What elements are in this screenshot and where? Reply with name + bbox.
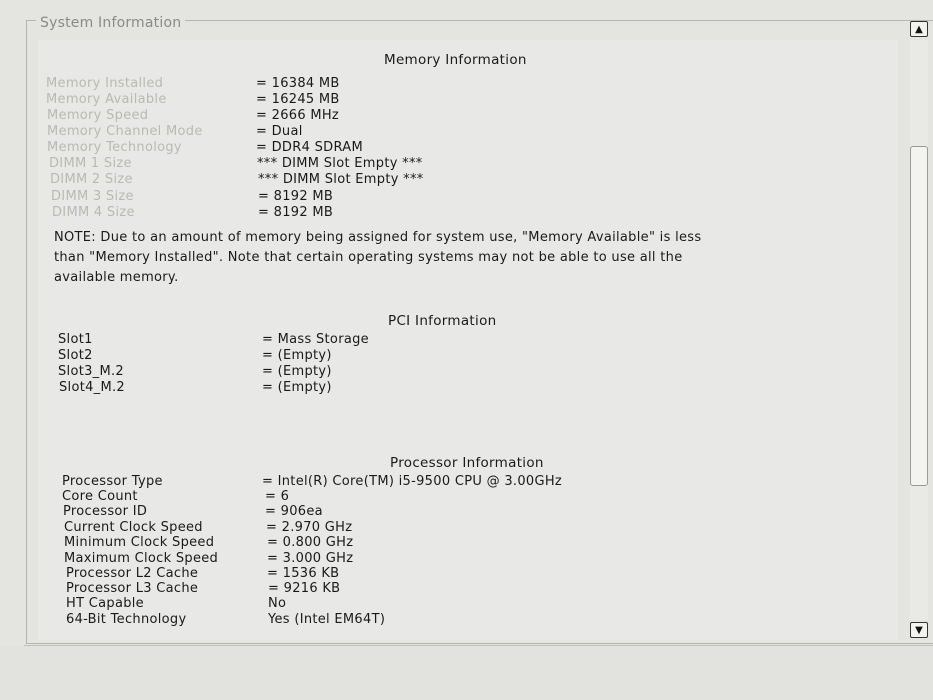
pci-row bbox=[58, 332, 658, 348]
memory-row bbox=[47, 140, 647, 156]
row-value: = 6 bbox=[265, 489, 290, 504]
memory-row bbox=[46, 92, 646, 108]
memory-row bbox=[50, 172, 650, 188]
processor-row bbox=[64, 520, 684, 536]
processor-row bbox=[66, 612, 686, 628]
info-panel bbox=[38, 40, 898, 640]
processor-section-title: Processor Information bbox=[390, 455, 544, 471]
row-label: Processor ID bbox=[63, 504, 148, 519]
memory-row bbox=[47, 124, 647, 140]
row-label: DIMM 2 Size bbox=[50, 172, 133, 187]
row-value: = 0.800 GHz bbox=[267, 535, 354, 550]
bottom-area bbox=[0, 646, 933, 700]
row-label: Processor L3 Cache bbox=[66, 581, 199, 596]
row-value: = (Empty) bbox=[262, 380, 332, 395]
row-label: Minimum Clock Speed bbox=[64, 535, 215, 550]
chevron-up-icon: ▲ bbox=[915, 23, 923, 35]
row-label: HT Capable bbox=[66, 596, 144, 611]
row-value: Yes (Intel EM64T) bbox=[268, 612, 386, 627]
processor-row bbox=[64, 551, 684, 567]
row-value: = 9216 KB bbox=[268, 581, 341, 596]
chevron-down-icon: ▼ bbox=[915, 624, 923, 636]
memory-row bbox=[49, 156, 649, 172]
processor-row bbox=[62, 474, 682, 490]
row-label: DIMM 3 Size bbox=[51, 189, 134, 204]
row-value: = 2666 MHz bbox=[256, 108, 340, 123]
memory-row bbox=[47, 108, 647, 124]
processor-row bbox=[63, 504, 683, 520]
row-value: = 16384 MB bbox=[256, 76, 340, 91]
row-value: = DDR4 SDRAM bbox=[256, 140, 363, 155]
memory-note bbox=[54, 228, 774, 288]
row-value: = 3.000 GHz bbox=[267, 551, 354, 566]
row-label: DIMM 4 Size bbox=[52, 205, 135, 220]
memory-row bbox=[51, 189, 651, 205]
row-value: No bbox=[268, 596, 287, 611]
processor-row bbox=[66, 566, 686, 582]
row-label: Slot3_M.2 bbox=[58, 364, 125, 379]
row-value: = Dual bbox=[256, 124, 303, 139]
pci-row bbox=[58, 364, 658, 380]
processor-row bbox=[64, 535, 684, 551]
row-value: = Mass Storage bbox=[262, 332, 369, 347]
pci-row bbox=[59, 380, 659, 396]
scroll-up-button[interactable] bbox=[910, 21, 928, 37]
processor-row bbox=[66, 581, 686, 597]
row-label: Memory Speed bbox=[47, 108, 149, 123]
scroll-down-button[interactable] bbox=[910, 622, 928, 638]
note-line: than "Memory Installed". Note that certain operating systems may not be able to use all the bbox=[54, 250, 683, 265]
row-label: Memory Technology bbox=[47, 140, 182, 155]
pci-section-title: PCI Information bbox=[388, 313, 497, 329]
row-value: = 1536 KB bbox=[267, 566, 340, 581]
row-label: 64-Bit Technology bbox=[66, 612, 187, 627]
row-value: = 8192 MB bbox=[258, 205, 334, 220]
row-value: = 8192 MB bbox=[258, 189, 334, 204]
memory-row bbox=[46, 76, 646, 92]
row-label: Slot1 bbox=[58, 332, 93, 347]
row-label: Slot2 bbox=[58, 348, 93, 363]
pci-row bbox=[58, 348, 658, 364]
memory-row bbox=[52, 205, 652, 221]
note-line: available memory. bbox=[54, 270, 179, 285]
row-value: *** DIMM Slot Empty *** bbox=[257, 156, 423, 171]
row-value: *** DIMM Slot Empty *** bbox=[258, 172, 424, 187]
row-label: Processor L2 Cache bbox=[66, 566, 199, 581]
row-label: Processor Type bbox=[62, 474, 163, 489]
row-value: = (Empty) bbox=[262, 364, 332, 379]
row-label: Current Clock Speed bbox=[64, 520, 203, 535]
row-value: = Intel(R) Core(TM) i5-9500 CPU @ 3.00GHz bbox=[262, 474, 563, 489]
row-label: Memory Available bbox=[46, 92, 167, 107]
memory-section-title: Memory Information bbox=[384, 52, 527, 68]
row-label: Slot4_M.2 bbox=[59, 380, 126, 395]
row-label: Memory Installed bbox=[46, 76, 164, 91]
row-value: = 906ea bbox=[265, 504, 323, 519]
row-value: = 2.970 GHz bbox=[266, 520, 353, 535]
processor-row bbox=[62, 489, 682, 505]
row-label: DIMM 1 Size bbox=[49, 156, 132, 171]
scrollbar-thumb[interactable] bbox=[910, 146, 928, 486]
row-label: Core Count bbox=[62, 489, 138, 504]
row-value: = (Empty) bbox=[262, 348, 332, 363]
row-label: Maximum Clock Speed bbox=[64, 551, 219, 566]
row-label: Memory Channel Mode bbox=[47, 124, 203, 139]
row-value: = 16245 MB bbox=[256, 92, 340, 107]
group-title: System Information bbox=[36, 15, 185, 31]
note-line: NOTE: Due to an amount of memory being assigned for system use, "Memory Available" is less bbox=[54, 230, 702, 245]
processor-row bbox=[66, 596, 686, 612]
